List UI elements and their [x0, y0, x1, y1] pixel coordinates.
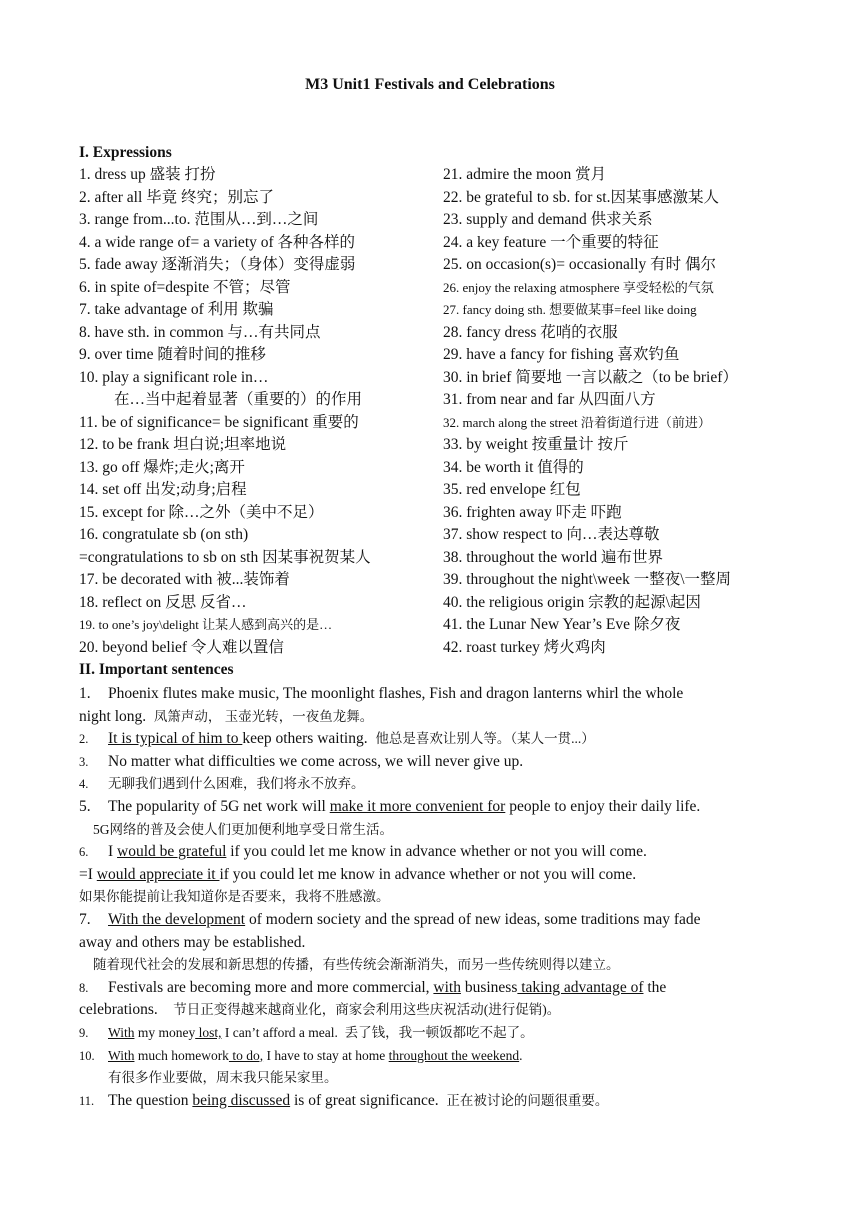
expression-item: 26. enjoy the relaxing atmosphere 享受轻松的气氛 [443, 279, 714, 295]
sentence-line [79, 886, 779, 909]
sentence-number: 3. [79, 754, 89, 769]
sentence-translation: 无聊我们遇到什么困难，我们将永不放弃。 [108, 776, 365, 792]
expression-item: 40. the religious origin 宗教的起源\起因 [443, 593, 701, 611]
sentence-line [79, 773, 779, 796]
expression-item: 38. throughout the world 遍布世界 [443, 548, 663, 566]
sentence-text: . [519, 1047, 523, 1063]
sentence-translation: 正在被讨论的问题很重要。 [446, 1092, 609, 1108]
sentence-line [79, 864, 779, 887]
section-expressions-heading: I. Expressions [79, 144, 172, 161]
sentence-number: 10. [79, 1048, 95, 1063]
expression-item: 4. a wide range of= a variety of 各种各样的 [79, 233, 356, 251]
sentence-text: the [643, 978, 667, 996]
expression-item: 35. red envelope 红包 [443, 481, 581, 498]
expression-item: 27. fancy doing sth. 想要做某事=feel like doing [443, 302, 697, 317]
sentence-number: 7. [79, 910, 91, 928]
expression-item: 32. march along the street 沿着街道行进（前进） [443, 414, 711, 430]
sentence-text: celebrations. [79, 1001, 158, 1019]
underlined-phrase: With the development [108, 910, 246, 928]
expression-item: 19. to one’s joy\delight 让某人感到高兴的是… [79, 617, 333, 632]
sentence-number: 1. [79, 685, 91, 702]
expression-item: 10. play a significant role in… [79, 368, 269, 386]
expression-item: 13. go off 爆炸;走火;离开 [79, 458, 245, 476]
sentence-text: away and others may be established. [79, 933, 306, 951]
sentence-line [79, 1045, 779, 1068]
sentence-text: The popularity of 5G net work will [108, 797, 330, 815]
sentence-text: if you could let me know in advance whether or not you will come. [226, 843, 647, 861]
expression-item: 21. admire the moon 赏月 [443, 166, 607, 183]
sentence-translation: 凤箫声动， 玉壶光转，一夜鱼龙舞。 [153, 708, 374, 724]
expression-item: 11. be of significance= be significant 重要的 [79, 413, 359, 431]
sentence-translation: 有很多作业要做，周末我只能呆家里。 [108, 1070, 338, 1086]
underlined-phrase: would be grateful [117, 843, 227, 861]
sentence-text: if you could let me know in advance whether or not you will come. [219, 865, 637, 883]
expression-item: 17. be decorated with 被...装饰着 [79, 571, 290, 588]
sentence-line [79, 683, 779, 706]
underlined-phrase: With [108, 1047, 135, 1063]
sentence-translation: 他总是喜欢让别人等。（某人一贯...） [375, 731, 595, 747]
expression-item: 25. on occasion(s)= occasionally 有时 偶尔 [443, 256, 717, 273]
expression-item: 30. in brief 简要地 一言以蔽之（to be brief） [443, 368, 738, 386]
sentence-number: 4. [79, 777, 89, 792]
expression-item: 41. the Lunar New Year’s Eve 除夕夜 [443, 616, 681, 633]
sentence-number: 9. [79, 1025, 89, 1040]
expression-item: 29. have a fancy for fishing 喜欢钓鱼 [443, 346, 680, 363]
sentence-text: of modern society and the spread of new ideas, some traditions may fade [245, 910, 701, 928]
sentence-translation: 如果你能提前让我知道你是否要来，我将不胜感激。 [79, 889, 390, 905]
sentence-text: my money [134, 1024, 196, 1040]
expression-item: 31. from near and far 从四面八方 [443, 391, 656, 408]
sentence-number: 2. [79, 732, 89, 747]
expression-item: 37. show respect to 向…表达尊敬 [443, 526, 660, 543]
expression-item: 34. be worth it 值得的 [443, 458, 584, 476]
sentence-line [79, 977, 779, 1000]
underlined-phrase: being discussed [192, 1091, 291, 1109]
sentence-line [79, 1022, 779, 1045]
expression-item: 6. in spite of=despite 不管；尽管 [79, 278, 291, 296]
expression-item: 8. have sth. in common 与…有共同点 [79, 323, 321, 341]
sentence-text: Festivals are becoming more and more commercial, [108, 978, 434, 996]
sentence-text: No matter what difficulties we come across, we will never give up. [108, 752, 524, 770]
expression-item-continuation: 在…当中起着显著（重要的）的作用 [114, 391, 363, 408]
sentence-text: I can’t afford a meal. [221, 1024, 338, 1040]
expression-item: 1. dress up 盛装 打扮 [79, 166, 216, 183]
sentence-text: The question [108, 1091, 193, 1109]
sentence-translation: 5G网络的普及会使人们更加便利地享受日常生活。 [93, 821, 393, 837]
expression-item: 24. a key feature 一个重要的特征 [443, 233, 659, 251]
underlined-phrase: would appreciate it [96, 865, 220, 883]
sentence-text: Phoenix flutes make music, The moonlight flashes, Fish and dragon lanterns whirl the whole [108, 685, 684, 702]
expressions-left-column [79, 164, 444, 659]
expression-item: 3. range from...to. 范围从…到…之间 [79, 211, 319, 228]
expression-item: 14. set off 出发;动身;启程 [79, 481, 247, 498]
sentence-number: 5. [79, 797, 91, 815]
sentence-line [79, 909, 779, 932]
sentence-text: people to enjoy their daily life. [505, 797, 701, 815]
sentence-line [79, 1090, 779, 1113]
expression-item: 16. congratulate sb (on sth) [79, 526, 249, 543]
expression-item: 2. after all 毕竟 终究；别忘了 [79, 188, 275, 206]
sentence-line [79, 728, 779, 751]
expression-item: 23. supply and demand 供求关系 [443, 211, 653, 228]
expression-item: 18. reflect on 反思 反省… [79, 593, 247, 611]
expression-item: 15. except for 除…之外（美中不足） [79, 503, 324, 521]
expression-item: 33. by weight 按重量计 按斤 [443, 436, 629, 453]
sentence-line [79, 706, 779, 729]
underlined-phrase: It is typical of him to [108, 730, 243, 748]
underlined-phrase: With [108, 1024, 135, 1040]
sentence-line [79, 751, 779, 774]
expression-item: 7. take advantage of 利用 欺骗 [79, 301, 274, 318]
expression-item: 5. fade away 逐渐消失；（身体）变得虚弱 [79, 256, 356, 273]
underlined-phrase: taking advantage of [517, 978, 644, 996]
sentence-text: I [108, 843, 118, 861]
sentence-text: much homework [134, 1047, 229, 1063]
expression-item: 22. be grateful to sb. for st.因某事感激某人 [443, 188, 719, 206]
sentence-translation: 随着现代社会的发展和新思想的传播，有些传统会渐渐消失，而另一些传统则得以建立。 [93, 957, 620, 973]
sentence-number: 6. [79, 845, 89, 860]
expression-item: 20. beyond belief 令人难以置信 [79, 638, 284, 656]
sentence-text: keep others waiting. [242, 730, 368, 748]
sentence-translation: 丢了钱，我一顿饭都吃不起了。 [344, 1024, 534, 1040]
sentence-line [79, 954, 779, 977]
page-title: M3 Unit1 Festivals and Celebrations [305, 76, 555, 93]
expression-item: 12. to be frank 坦白说;坦率地说 [79, 436, 287, 453]
expression-item: 9. over time 随着时间的推移 [79, 346, 266, 363]
expression-item-continuation: =congratulations to sb on sth 因某事祝贺某人 [79, 548, 371, 566]
sentence-number: 8. [79, 980, 89, 995]
section-sentences-heading: II. Important sentences [79, 661, 234, 678]
sentence-text: I have to stay at home [263, 1047, 389, 1063]
underlined-phrase: lost, [195, 1024, 222, 1040]
sentence-line [79, 796, 779, 819]
sentence-line [79, 841, 779, 864]
sentence-line [79, 819, 779, 842]
sentence-text: =I [79, 865, 97, 883]
sentence-text: night long. [79, 707, 147, 725]
expression-item: 28. fancy dress 花哨的衣服 [443, 323, 618, 341]
underlined-phrase: to do, [228, 1047, 264, 1063]
sentence-number: 11. [79, 1093, 95, 1108]
important-sentences [79, 683, 779, 1112]
underlined-phrase: throughout the weekend [388, 1047, 520, 1063]
sentence-text: business [460, 978, 518, 996]
sentence-translation: 节日正变得越来越商业化，商家会利用这些庆祝活动(进行促销)。 [173, 1002, 561, 1018]
expression-item: 36. frighten away 吓走 吓跑 [443, 503, 622, 521]
expression-item: 39. throughout the night\week 一整夜\一整周 [443, 571, 732, 588]
underlined-phrase: make it more convenient for [329, 797, 506, 815]
sentence-text: is of great significance. [290, 1091, 439, 1109]
sentence-line [79, 999, 779, 1022]
underlined-phrase: with [433, 978, 461, 996]
expression-item: 42. roast turkey 烤火鸡肉 [443, 638, 606, 656]
sentence-line [79, 1067, 779, 1090]
sentence-line [79, 932, 779, 955]
expressions-right-column [443, 164, 793, 659]
